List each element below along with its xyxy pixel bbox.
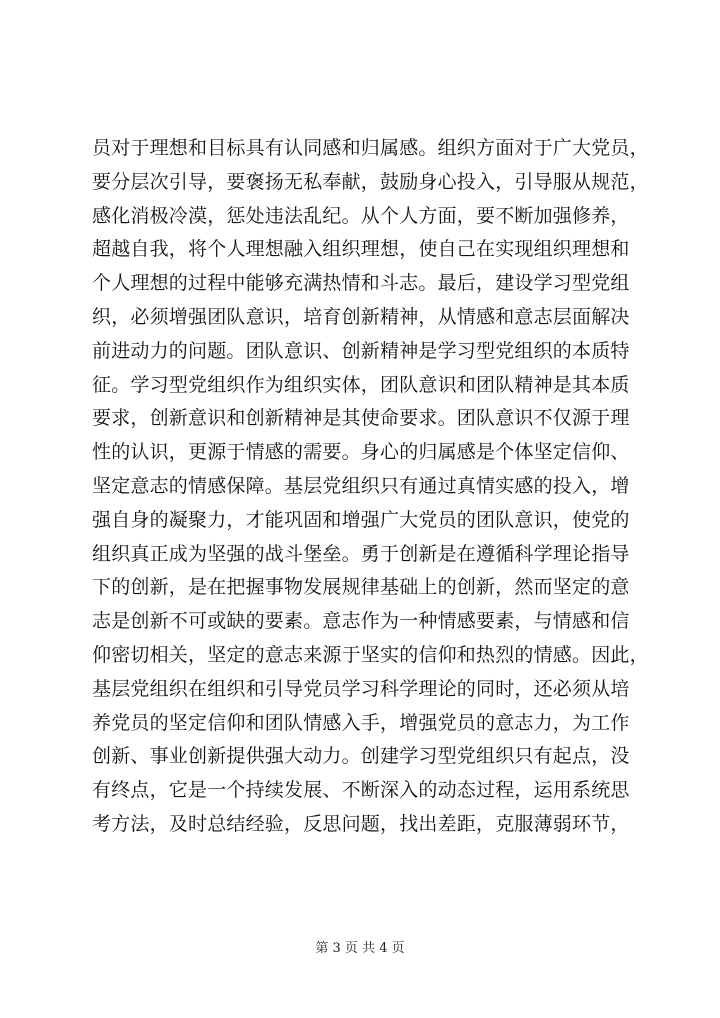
text-line: 个人理想的过程中能够充满热情和斗志。最后，建设学习型党组 [92, 272, 630, 295]
text-line: 员对于理想和目标具有认同感和归属感。组织方面对于广大党员， [92, 137, 649, 159]
text-line: 织，必须增强团队意识，培育创新精神，从情感和意志层面解决 [92, 305, 630, 328]
text-line: 养党员的坚定信仰和团队情感入手，增强党员的意志力，为工作 [92, 711, 630, 734]
text-line: 考方法，及时总结经验，反思问题，找出差距，克服薄弱环节， [92, 812, 630, 835]
text-line: 组织真正成为坚强的战斗堡垒。勇于创新是在遵循科学理论指导 [92, 542, 630, 565]
body-text [92, 132, 662, 842]
text-line: 志是创新不可或缺的要素。意志作为一种情感要素，与情感和信 [92, 610, 630, 633]
text-line: 要分层次引导，要褒扬无私奉献，鼓励身心投入，引导服从规范， [92, 170, 649, 193]
text-line: 仰密切相关，坚定的意志来源于坚实的信仰和热烈的情感。因此， [92, 643, 649, 666]
page-number-footer: 第 3 页 共 4 页 [315, 941, 405, 956]
text-line: 基层党组织在组织和引导党员学习科学理论的同时，还必须从培 [92, 677, 630, 700]
text-line: 征。学习型党组织作为组织实体，团队意识和团队精神是其本质 [92, 373, 630, 396]
text-line: 超越自我，将个人理想融入组织理想，使自己在实现组织理想和 [92, 238, 630, 261]
text-line: 感化消极冷漠，惩处违法乱纪。从个人方面，要不断加强修养， [92, 204, 630, 227]
text-line: 要求，创新意识和创新精神是其使命要求。团队意识不仅源于理 [92, 407, 630, 430]
text-line: 坚定意志的情感保障。基层党组织只有通过真情实感的投入，增 [92, 474, 630, 497]
text-line: 创新、事业创新提供强大动力。创建学习型党组织只有起点，没 [92, 745, 630, 768]
text-line: 强自身的凝聚力，才能巩固和增强广大党员的团队意识，使党的 [92, 508, 630, 531]
text-line: 有终点，它是一个持续发展、不断深入的动态过程，运用系统思 [92, 779, 630, 802]
text-line: 下的创新，是在把握事物发展规律基础上的创新，然而坚定的意 [92, 576, 630, 599]
text-line: 前进动力的问题。团队意识、创新精神是学习型党组织的本质特 [92, 339, 630, 362]
text-line: 性的认识，更源于情感的需要。身心的归属感是个体坚定信仰、 [92, 441, 630, 464]
